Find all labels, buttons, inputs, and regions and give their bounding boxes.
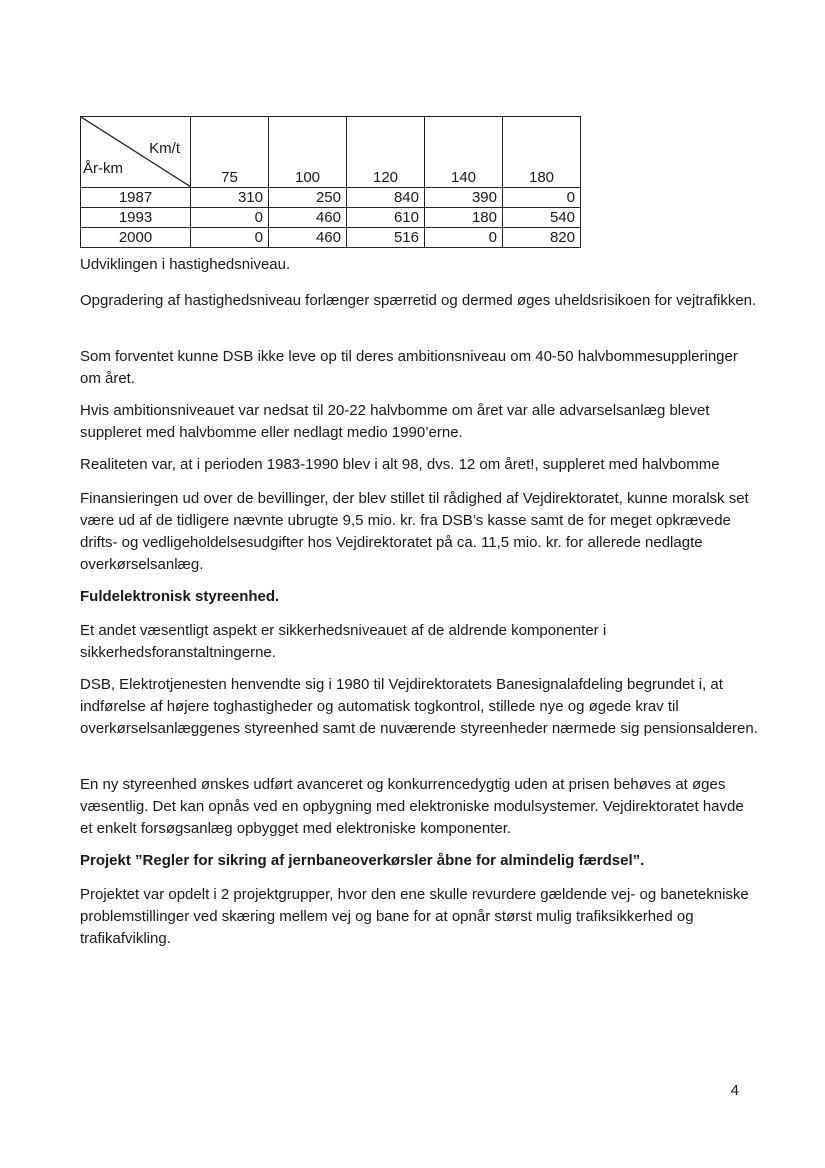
- paragraph: Projektet var opdelt i 2 projektgrupper, hvor den ene skulle revurdere gældende vej- og banetekniske problemstillinger ved skæring mellem vej og bane for at opnår størst mulig trafiksikkerhed og trafikafvikling.: [80, 886, 749, 947]
- speed-table: [80, 116, 581, 248]
- paragraph: Som forventet kunne DSB ikke leve op til deres ambitionsniveau om 40-50 halvbommesuppleringer om året.: [80, 348, 738, 387]
- paragraph: Realiteten var, at i perioden 1983-1990 blev i alt 98, dvs. 12 om året!, suppleret med halvbomme: [80, 456, 720, 473]
- corner-label-kmt: Km/t: [149, 140, 180, 157]
- table-caption: Udviklingen i hastighedsniveau.: [80, 256, 291, 273]
- paragraph: DSB, Elektrotjenesten henvendte sig i 1980 til Vejdirektoratets Banesignalafdeling begrundet i, at indførelse af højere toghastigheder og automatisk togkontrol, stillede nye og øgede krav til overkørselsanlæggenes styreenhed samt de nuværende styreenheder nærmede sig pensionsalderen.: [80, 676, 758, 737]
- section-heading: Fuldelektronisk styreenhed.: [80, 588, 280, 605]
- value-cell: 460: [269, 208, 347, 228]
- corner-label-arkm: År-km: [83, 160, 123, 177]
- value-cell: 516: [347, 228, 425, 248]
- paragraph: Hvis ambitionsniveauet var nedsat til 20-22 halvbomme om året var alle advarselsanlæg blevet suppleret med halvbomme eller nedlagt medio 1990’erne.: [80, 402, 710, 441]
- value-cell: 310: [191, 188, 269, 208]
- value-cell: 540: [503, 208, 581, 228]
- paragraph: Et andet væsentligt aspekt er sikkerhedsniveauet af de aldrende komponenter i sikkerhedsforanstaltningerne.: [80, 622, 607, 661]
- year-cell: 1993: [81, 208, 191, 228]
- value-cell: 610: [347, 208, 425, 228]
- header-cell: 180: [503, 117, 581, 188]
- table-corner-cell: [81, 117, 191, 188]
- table-row: [81, 188, 581, 208]
- value-cell: 0: [191, 228, 269, 248]
- header-cell: 140: [425, 117, 503, 188]
- value-cell: 820: [503, 228, 581, 248]
- table-row: [81, 208, 581, 228]
- paragraph: Opgradering af hastighedsniveau forlænger spærretid og dermed øges uheldsrisikoen for vejtrafikken.: [80, 292, 757, 309]
- header-cell: 75: [191, 117, 269, 188]
- value-cell: 250: [269, 188, 347, 208]
- value-cell: 390: [425, 188, 503, 208]
- value-cell: 840: [347, 188, 425, 208]
- value-cell: 180: [425, 208, 503, 228]
- value-cell: 0: [503, 188, 581, 208]
- value-cell: 0: [425, 228, 503, 248]
- table-row: [81, 228, 581, 248]
- value-cell: 460: [269, 228, 347, 248]
- section-heading: Projekt ”Regler for sikring af jernbaneoverkørsler åbne for almindelig færdsel”.: [80, 852, 645, 869]
- page-number: 4: [730, 1082, 739, 1099]
- year-cell: 1987: [81, 188, 191, 208]
- paragraph: Finansieringen ud over de bevillinger, der blev stillet til rådighed af Vejdirektoratet, kunne moralsk set være ud af de tidligere nævnte ubrugte 9,5 mio. kr. fra DSB’s kasse samt de for meget opkrævede drifts- og vedligeholdelsesudgifter hos Vejdirektoratet på ca. 11,5 mio. kr. for allerede nedlagte overkørselsanlæg.: [80, 490, 749, 573]
- value-cell: 0: [191, 208, 269, 228]
- header-cell: 100: [269, 117, 347, 188]
- header-cell: 120: [347, 117, 425, 188]
- paragraph: En ny styreenhed ønskes udført avanceret og konkurrencedygtig uden at prisen behøves at øges væsentlig. Det kan opnås ved en opbygning med elektroniske modulsystemer. Vejdirektoratet havde et enkelt forsøgsanlæg opbygget med elektroniske komponenter.: [80, 776, 744, 837]
- year-cell: 2000: [81, 228, 191, 248]
- table-header-row: [81, 117, 581, 188]
